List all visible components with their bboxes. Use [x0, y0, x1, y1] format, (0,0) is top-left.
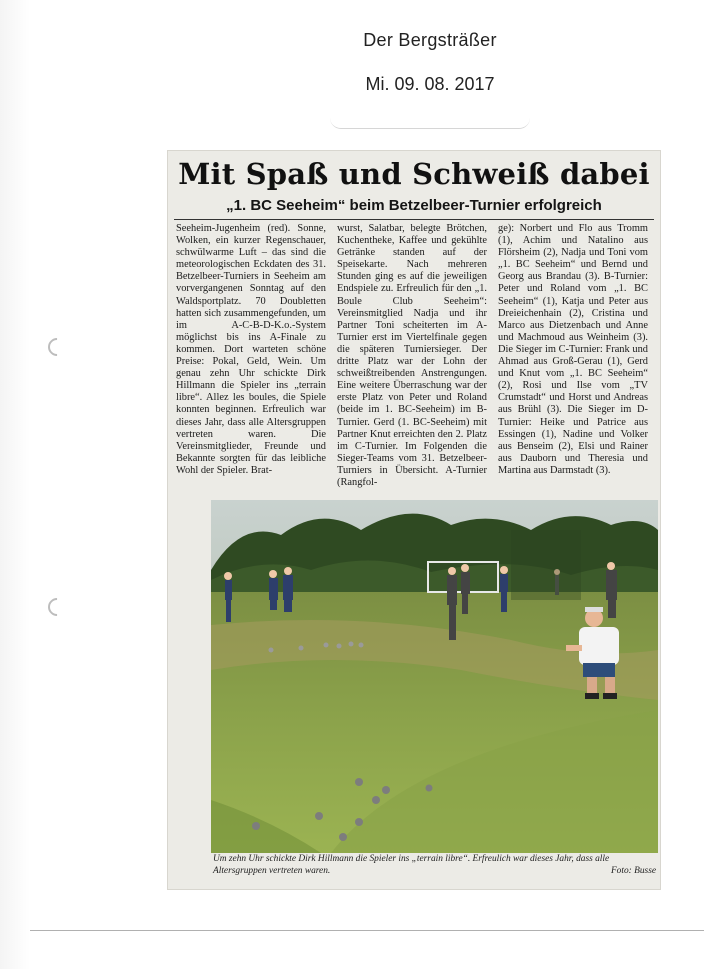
column-text: ge): Norbert und Flo aus Tromm (1), Achim und Natalino aus Flörsheim (2), Nadja und Toni vom „1. BC Seeheim“ und Bernd und Georg aus Brandau (3). B-Turnier: Peter und Roland vom „1. BC Seeheim“ (1), Katja und Peter aus Dreieichenhain (2), Cristina und Marco aus Dietzenbach und Anne und Machmoud aus Weinheim (3). Die Sieger im C-Turnier: Frank und Ahmad aus Groß-Gerau (1), Gerd und Knut vom „1. BC Seeheim“ (2), Rosi und Ilse vom „TV Crumstadt“ und Horst und Andreas aus Brühl (3). Die Sieger im D-Turnier: Heike und Patrice aus Essingen (1), Nadine und Volker aus Benseim (2), Elsi und Rainer aus Dauborn und Theresia und Martina aus Darmstadt (3). [498, 223, 648, 476]
newspaper-name: Der Bergsträßer [363, 30, 497, 50]
subheadline-rule [174, 219, 654, 220]
photo-caption: Um zehn Uhr schickte Dirk Hillmann die Spieler ins „terrain libre“. Erfreulich war dieses Jahr, dass alle Altersgruppen vertreten waren. [213, 854, 610, 876]
subheadline: „1. BC Seeheim“ beim Betzelbeer-Turnier erfolgreich [226, 197, 602, 214]
punch-hole-mark [44, 334, 69, 359]
article-photo [211, 500, 658, 853]
photo-credit: Foto: Busse [610, 866, 656, 876]
article-column-2 [337, 223, 487, 493]
header-rule [330, 118, 530, 129]
article-column-3 [498, 223, 648, 493]
punch-hole-mark [44, 594, 69, 619]
page-bottom-line [30, 930, 704, 931]
newspaper-clipping [168, 151, 660, 889]
publication-date: Mi. 09. 08. 2017 [365, 74, 495, 94]
column-text: Seeheim-Jugenheim (red). Sonne, Wolken, ein kurzer Regenschauer, schwülwarme Luft – das sind die meteorologischen Eckdaten des 31. Betzelbeer-Turniers in Seeheim am vorvergangenen Sonntag auf den Waldsportplatz. 70 Doubletten hatten sich zusammengefunden, um im A-C-B-D-K.o.-System möglichst bis ins A-Finale zu kommen. Dort warteten schöne Preise: Pokal, Geld, Wein. Um genau zehn Uhr schickte Dirk Hillmann die Spieler ins „terrain libre“. Allez les boules, die Spiele konnten beginnen. Erfreulich war dieses Jahr, dass alle Altersgruppen vertreten waren. Die Vereinsmitglieder, Freunde und Bekannte sorgten für das leibliche Wohl der Spieler. Brat- [176, 223, 326, 476]
paper-edge [0, 0, 30, 969]
boule-field-photo [211, 500, 658, 853]
source-header [330, 30, 530, 95]
article-column-1 [176, 223, 326, 493]
headline: Mit Spaß und Schweiß dabei [178, 157, 650, 191]
column-text: wurst, Salatbar, belegte Brötchen, Kuchentheke, Kaffee und gekühlte Getränke standen auf der Speisekarte. Nach mehreren Stunden ging es auf die jeweiligen Endspiele zu. Erfreulich für den „1. Boule Club Seeheim“: Vereinsmitglied Nadja und ihr Partner Toni scheiterten im A-Turnier erst im Viertelfinale gegen die späteren Turniersieger. Der dritte Platz war der Lohn der schweißtreibenden Anstrengungen. Eine weitere Überraschung war der erste Platz von Peter und Roland (beide im 1. BC-Seeheim) im B-Turnier. Gerd (1. BC-Seeheim) mit Partner Knut erreichten den 2. Platz im C-Turnier. Im Folgenden die Sieger-Teams vom 31. Betzelbeer-Turniers in Übersicht. A-Turnier (Rangfol- [337, 223, 487, 488]
